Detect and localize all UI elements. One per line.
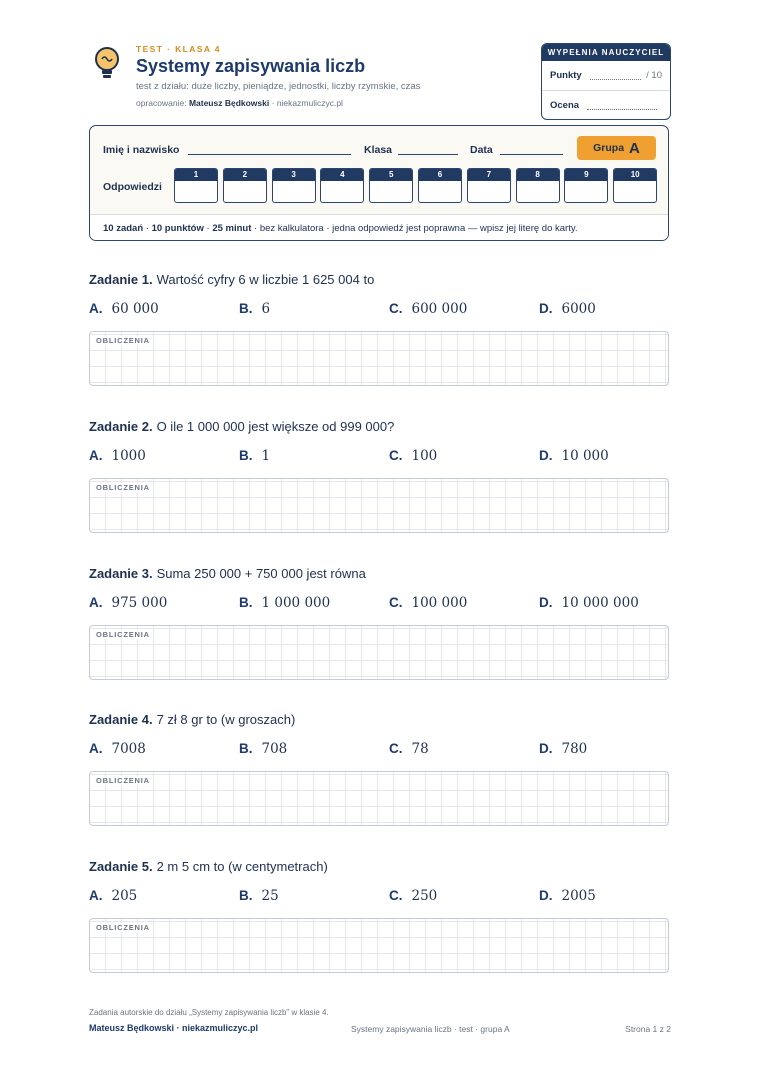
option-letter: A. <box>89 888 103 903</box>
task-question: 7 zł 8 gr to (w groszach) <box>156 712 296 727</box>
footer-author: Mateusz Będkowski · niekazmuliczyc.pl <box>89 1023 259 1033</box>
option-value: 6000 <box>561 301 596 317</box>
task-question: Wartość cyfry 6 w liczbie 1 625 004 to <box>156 272 375 287</box>
calculation-area[interactable] <box>89 625 669 680</box>
task-number: Zadanie 2. <box>89 419 153 434</box>
answer-option <box>539 448 609 464</box>
info-rest: · bez kalkulatora · jedna odpowiedź jest poprawna — wpisz jej literę do karty. <box>251 223 578 234</box>
class-field[interactable] <box>398 154 458 155</box>
info-sep: · <box>143 223 152 234</box>
group-value: A <box>629 139 640 157</box>
option-value: 10 000 000 <box>561 595 639 611</box>
calculation-label: OBLICZENIA <box>96 483 150 492</box>
author-site: · niekazmuliczyc.pl <box>271 98 343 108</box>
calculation-label: OBLICZENIA <box>96 776 150 785</box>
option-value: 708 <box>261 741 288 757</box>
teacher-box-heading: WYPEŁNIA NAUCZYCIEL <box>542 44 670 61</box>
option-letter: D. <box>539 741 553 756</box>
answer-cell-number: 3 <box>273 169 315 181</box>
option-value: 100 000 <box>411 595 468 611</box>
answer-option <box>239 595 330 611</box>
answer-option <box>89 888 137 904</box>
option-letter: D. <box>539 301 553 316</box>
option-value: 100 <box>411 448 438 464</box>
group-badge <box>577 136 656 160</box>
answer-cell-number: 1 <box>175 169 217 181</box>
answer-cell[interactable] <box>369 168 413 203</box>
answer-cell-number: 2 <box>224 169 266 181</box>
answer-option <box>389 741 429 757</box>
group-label: Grupa <box>593 142 625 154</box>
date-field[interactable] <box>500 154 563 155</box>
answer-option <box>239 741 287 757</box>
answers-label: Odpowiedzi <box>103 181 162 193</box>
answer-cell[interactable] <box>467 168 511 203</box>
footer-center: Systemy zapisywania liczb · test · grupa A <box>351 1024 510 1034</box>
task <box>89 566 669 680</box>
answer-cell-number: 6 <box>419 169 461 181</box>
option-value: 25 <box>261 888 279 904</box>
task <box>89 419 669 533</box>
test-kicker: TEST · KLASA 4 <box>136 44 221 54</box>
answer-option <box>89 301 159 317</box>
task-number: Zadanie 4. <box>89 712 153 727</box>
answer-cell-number: 10 <box>614 169 656 181</box>
task-question-row <box>89 419 669 439</box>
option-letter: B. <box>239 741 253 756</box>
answer-cell[interactable] <box>418 168 462 203</box>
option-value: 60 000 <box>111 301 159 317</box>
lightbulb-icon <box>92 45 122 81</box>
option-letter: A. <box>89 448 103 463</box>
option-value: 250 <box>411 888 438 904</box>
task <box>89 712 669 826</box>
answer-cell-number: 8 <box>517 169 559 181</box>
author-name: Mateusz Będkowski <box>188 98 270 108</box>
option-value: 10 000 <box>561 448 609 464</box>
points-field[interactable] <box>590 72 641 80</box>
answer-cell[interactable] <box>174 168 218 203</box>
test-info <box>90 214 668 241</box>
date-label: Data <box>470 144 493 156</box>
answer-cell[interactable] <box>613 168 657 203</box>
answer-option <box>89 448 146 464</box>
task-question-row <box>89 272 669 292</box>
calculation-label: OBLICZENIA <box>96 630 150 639</box>
calculation-label: OBLICZENIA <box>96 923 150 932</box>
option-letter: C. <box>389 301 403 316</box>
answer-cell[interactable] <box>223 168 267 203</box>
task-question-row <box>89 859 669 879</box>
calculation-area[interactable] <box>89 918 669 973</box>
grade-label: Ocena <box>550 100 580 111</box>
answer-option <box>539 741 587 757</box>
answer-option <box>539 888 596 904</box>
task-question: O ile 1 000 000 jest większe od 999 000? <box>156 419 395 434</box>
answer-cell[interactable] <box>516 168 560 203</box>
answer-option <box>89 595 167 611</box>
task-number: Zadanie 1. <box>89 272 153 287</box>
option-letter: A. <box>89 741 103 756</box>
answer-option <box>89 741 146 757</box>
points-label: Punkty <box>550 70 582 81</box>
task <box>89 272 669 386</box>
author-line <box>136 98 343 108</box>
task-number: Zadanie 5. <box>89 859 153 874</box>
answer-option <box>539 301 596 317</box>
option-letter: B. <box>239 595 253 610</box>
option-letter: B. <box>239 301 253 316</box>
page-title: Systemy zapisywania liczb <box>136 56 366 76</box>
task-question: Suma 250 000 + 750 000 jest równa <box>156 566 366 581</box>
answer-cell-number: 7 <box>468 169 510 181</box>
name-field[interactable] <box>188 154 351 155</box>
author-prefix: opracowanie: <box>136 98 187 108</box>
task-question-row <box>89 712 669 732</box>
answer-option <box>389 888 437 904</box>
calculation-area[interactable] <box>89 331 669 386</box>
option-letter: C. <box>389 741 403 756</box>
info-tasks: 10 zadań <box>103 223 144 234</box>
task <box>89 859 669 973</box>
option-value: 205 <box>111 888 138 904</box>
info-time: 25 minut <box>212 223 252 234</box>
task-number: Zadanie 3. <box>89 566 153 581</box>
option-letter: A. <box>89 595 103 610</box>
answer-cell-number: 4 <box>321 169 363 181</box>
answer-option <box>239 301 270 317</box>
answer-option <box>389 301 467 317</box>
page-subtitle: test z działu: duże liczby, pieniądze, jednostki, liczby rzymskie, czas <box>136 81 421 92</box>
calculation-label: OBLICZENIA <box>96 336 150 345</box>
option-value: 780 <box>561 741 588 757</box>
option-letter: B. <box>239 888 253 903</box>
answer-options <box>89 888 669 908</box>
answer-options <box>89 448 669 468</box>
option-letter: C. <box>389 448 403 463</box>
answer-option <box>239 888 279 904</box>
calculation-area[interactable] <box>89 771 669 826</box>
info-points: 10 punktów <box>151 223 204 234</box>
option-letter: C. <box>389 595 403 610</box>
answer-cell[interactable] <box>564 168 608 203</box>
teacher-box <box>541 43 671 120</box>
task-question: 2 m 5 cm to (w centymetrach) <box>156 859 328 874</box>
option-value: 78 <box>411 741 429 757</box>
task-question-row <box>89 566 669 586</box>
name-label: Imię i nazwisko <box>103 144 180 156</box>
option-letter: B. <box>239 448 253 463</box>
option-letter: C. <box>389 888 403 903</box>
calculation-area[interactable] <box>89 478 669 533</box>
option-value: 600 000 <box>411 301 468 317</box>
answer-cell-number: 5 <box>370 169 412 181</box>
option-value: 2005 <box>561 888 596 904</box>
option-value: 6 <box>261 301 271 317</box>
option-letter: D. <box>539 888 553 903</box>
answer-option <box>389 595 467 611</box>
points-row <box>542 61 670 90</box>
footer-note: Zadania autorskie do działu „Systemy zapisywania liczb” w klasie 4. <box>89 1008 329 1017</box>
option-letter: D. <box>539 595 553 610</box>
grade-row <box>542 90 670 120</box>
option-value: 1 000 000 <box>261 595 331 611</box>
page-number: Strona 1 z 2 <box>625 1024 671 1034</box>
answer-cell-number: 9 <box>565 169 607 181</box>
option-letter: D. <box>539 448 553 463</box>
answer-cell[interactable] <box>272 168 316 203</box>
grade-field[interactable] <box>587 102 657 110</box>
option-value: 1 <box>261 448 271 464</box>
class-label: Klasa <box>364 144 393 156</box>
option-value: 1000 <box>111 448 146 464</box>
answer-option <box>239 448 270 464</box>
answer-cell[interactable] <box>320 168 364 203</box>
option-letter: A. <box>89 301 103 316</box>
answer-option <box>539 595 639 611</box>
answer-option <box>389 448 437 464</box>
student-box <box>89 125 669 241</box>
answer-options <box>89 595 669 615</box>
option-value: 7008 <box>111 741 146 757</box>
info-sep: · <box>203 223 213 234</box>
answer-options <box>89 741 669 761</box>
answer-options <box>89 301 669 321</box>
points-max: / 10 <box>646 70 662 81</box>
option-value: 975 000 <box>111 595 168 611</box>
